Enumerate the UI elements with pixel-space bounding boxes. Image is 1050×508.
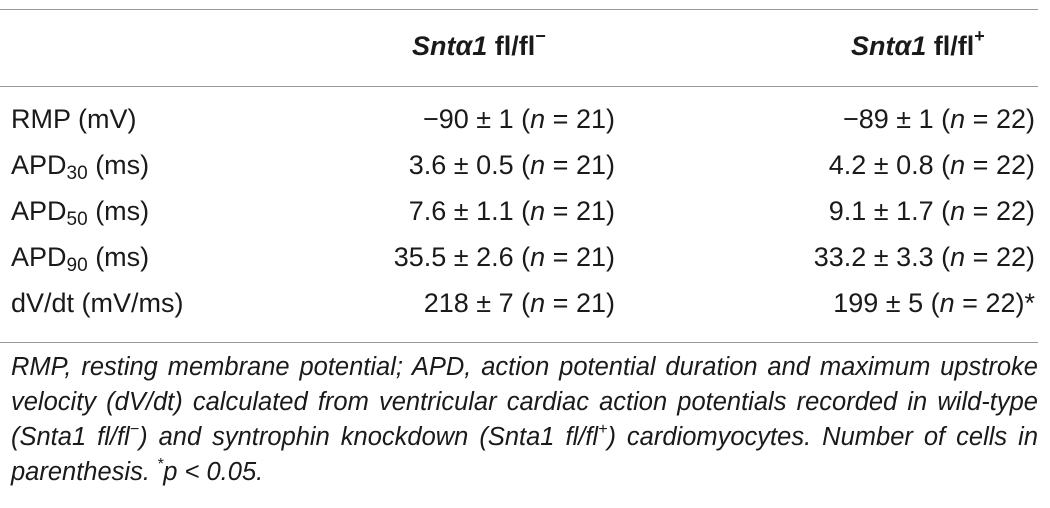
value-cell-snta1-minus: 35.5 ± 2.6 (n = 21) [393,242,615,272]
value-cell-snta1-minus: 7.6 ± 1.1 (n = 21) [408,196,615,226]
value-cell-snta1-minus: 3.6 ± 0.5 (n = 21) [408,150,615,180]
value-cell-snta1-plus: −89 ± 1 (n = 22) [843,104,1035,134]
row-label: RMP (mV) [11,104,137,134]
table-top-rule [0,9,1038,10]
table-row [0,142,1038,188]
header-rule [0,86,1038,87]
column-header-gene: Sntα1 [412,31,488,61]
column-header-snta1-plus [851,28,985,64]
row-label: dV/dt (mV/ms) [11,288,184,318]
table-row [0,280,1038,326]
value-cell-snta1-minus: 218 ± 7 (n = 21) [423,288,615,318]
column-header-genotype: fl/fl [494,31,536,61]
column-header-snta1-minus [412,28,546,64]
value-cell-snta1-minus: −90 ± 1 (n = 21) [423,104,615,134]
table-footnote: RMP, resting membrane potential; APD, action potential duration and maximum upstroke velocity (dV/dt) calculated from ventricular cardiac action potentials recorded in wild-type (Snta1 fl/fl−) and syntrophin knockdown (Snta1 fl/fl+) cardiomyocytes. Number of cells in parenthesis. *p < 0.05. [11,353,1039,486]
column-header-sup: − [535,26,546,46]
column-header-sup: + [974,26,985,46]
row-label: $APD_{90}$ (ms) [11,242,150,276]
table-row [0,96,1038,142]
table-row [0,188,1038,234]
value-cell-snta1-plus: 33.2 ± 3.3 (n = 22) [813,242,1035,272]
value-cell-snta1-plus: 4.2 ± 0.8 (n = 22) [828,150,1035,180]
value-cell-snta1-plus: 199 ± 5 (n = 22)* [833,288,1035,318]
row-label: $APD_{50}$ (ms) [11,196,150,230]
table-bottom-rule [0,342,1038,343]
column-header-gene: Sntα1 [851,31,927,61]
value-cell-snta1-plus: 9.1 ± 1.7 (n = 22) [828,196,1035,226]
column-header-genotype: fl/fl [933,31,975,61]
row-label: $APD_{30}$ (ms) [11,150,150,184]
table-row [0,234,1038,280]
